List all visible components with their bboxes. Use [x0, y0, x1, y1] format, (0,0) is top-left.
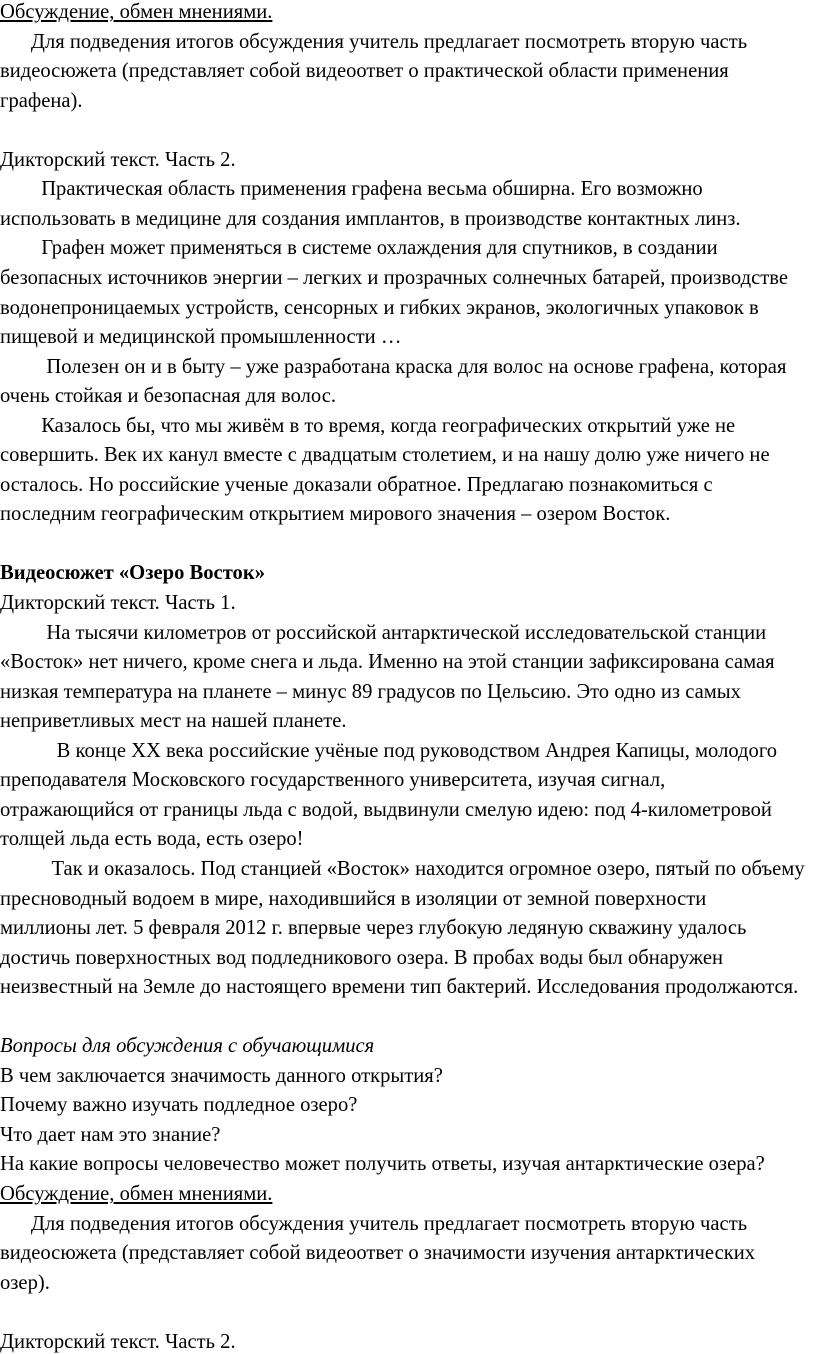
text-line: толщей льда есть вода, есть озеро! — [0, 828, 304, 850]
text-line: На какие вопросы человечество может получить ответы, изучая антарктические озера? — [0, 1153, 765, 1175]
text-line: Так и оказалось. Под станцией «Восток» находится огромное озеро, пятый по объему — [0, 858, 805, 880]
text-line: видеосюжета (представляет собой видеоответ о практической области применения — [0, 60, 729, 82]
text-line: использовать в медицине для создания имплантов, в производстве контактных линз. — [0, 208, 741, 230]
text-line: Вопросы для обсуждения с обучающимися — [0, 1035, 375, 1057]
text-line: Обсуждение, обмен мнениями. — [0, 1183, 273, 1205]
text-line: Что дает нам это знание? — [0, 1124, 221, 1146]
text-line: Дикторский текст. Часть 1. — [0, 592, 236, 614]
text-line: отражающийся от границы льда с водой, выдвинули смелую идею: под 4-километровой — [0, 799, 772, 821]
text-line: Графен может применяться в системе охлаждения для спутников, в создании — [0, 237, 718, 259]
text-line: В чем заключается значимость данного открытия? — [0, 1065, 443, 1087]
text-line: Для подведения итогов обсуждения учитель предлагает посмотреть вторую часть — [0, 1213, 748, 1235]
text-line: Практическая область применения графена весьма обширна. Его возможно — [0, 178, 703, 200]
text-line: пищевой и медицинской промышленности … — [0, 326, 402, 348]
text-line: Почему важно изучать подледное озеро? — [0, 1094, 358, 1116]
text-line: преподавателя Московского государственного университета, изучая сигнал, — [0, 769, 666, 791]
text-line: графена). — [0, 90, 83, 112]
text-line: Казалось бы, что мы живём в то время, когда географических открытий уже не — [0, 415, 736, 437]
text-line: безопасных источников энергии – легких и прозрачных солнечных батарей, производстве — [0, 267, 789, 289]
text-line: Дикторский текст. Часть 2. — [0, 1331, 236, 1353]
text-line: Для подведения итогов обсуждения учитель предлагает посмотреть вторую часть — [0, 31, 748, 53]
text-line: Дикторский текст. Часть 2. — [0, 149, 236, 171]
text-line: очень стойкая и безопасная для волос. — [0, 385, 336, 407]
text-line: последним географическим открытием мирового значения – озером Восток. — [0, 503, 671, 525]
text-line: достичь поверхностных вод подледникового озера. В пробах воды был обнаружен — [0, 947, 724, 969]
text-line: «Восток» нет ничего, кроме снега и льда. Именно на этой станции зафиксирована самая — [0, 651, 775, 673]
text-line: неизвестный на Земле до настоящего времени тип бактерий. Исследования продолжаются. — [0, 976, 799, 998]
text-line: На тысячи километров от российской антарктической исследовательской станции — [0, 622, 767, 644]
text-line: Обсуждение, обмен мнениями. — [0, 1, 273, 23]
text-line: неприветливых мест на нашей планете. — [0, 710, 347, 732]
text-line: миллионы лет. 5 февраля 2012 г. впервые через глубокую ледяную скважину удалось — [0, 917, 747, 939]
text-line: Видеосюжет «Озеро Восток» — [0, 562, 265, 584]
text-line: совершить. Век их канул вместе с двадцатым столетием, и на нашу долю уже ничего не — [0, 444, 770, 466]
text-line: озер). — [0, 1272, 50, 1294]
text-line: Полезен он и в быту – уже разработана краска для волос на основе графена, которая — [0, 356, 787, 378]
text-line: видеосюжета (представляет собой видеоответ о значимости изучения антарктических — [0, 1242, 756, 1264]
text-line: пресноводный водоем в мире, находившийся в изоляции от земной поверхности — [0, 888, 707, 910]
text-line: В конце XX века российские учёные под руководством Андрея Капицы, молодого — [0, 740, 778, 762]
text-line: водонепроницаемых устройств, сенсорных и гибких экранов, экологичных упаковок в — [0, 297, 759, 319]
text-line: осталось. Но российские ученые доказали обратное. Предлагаю познакомиться с — [0, 474, 713, 496]
text-line: низкая температура на планете – минус 89 градусов по Цельсию. Это одно из самых — [0, 681, 741, 703]
